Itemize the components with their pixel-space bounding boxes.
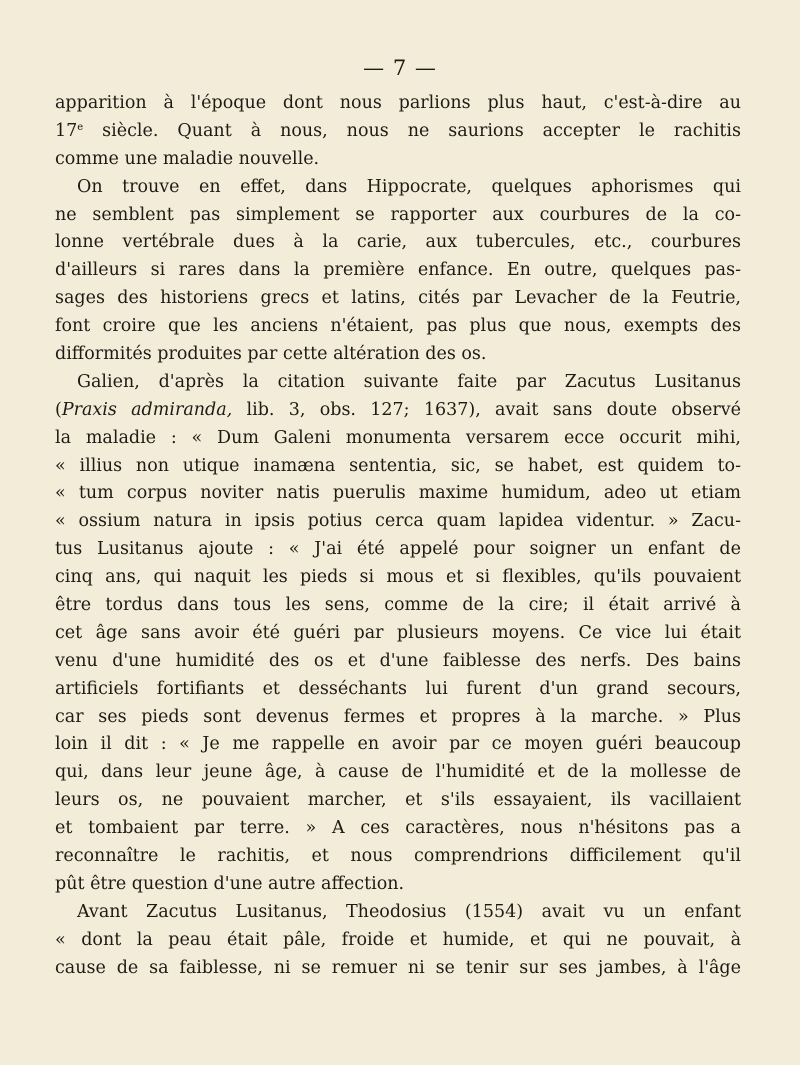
text-line [55,648,741,676]
line-text: « tum corpus noviter natis puerulis maxime humidum, adeo ut etiam [55,483,741,504]
line-text: reconnaître le rachitis, et nous comprendrions difficilement qu'il [55,846,741,867]
line-text: cause de sa faiblesse, ni se remuer ni se tenir sur ses jambes, à l'âge [55,957,741,978]
text-line [55,369,741,397]
page-number: — 7 — [363,56,437,80]
line-pre: 17 [55,120,78,141]
text-line [55,955,741,983]
text-line [55,620,741,648]
text-line [55,536,741,564]
text-line [55,704,741,732]
line-text: siècle. Quant à nous, nous ne saurions accepter le rachitis [83,120,741,141]
text-line [55,146,741,174]
text-line [55,815,741,843]
line-italic: Praxis admiranda, [61,399,233,420]
text-line [55,871,741,899]
text-line [55,202,741,230]
text-line [55,508,741,536]
text-line [55,229,741,257]
text-line [55,787,741,815]
line-text: font croire que les anciens n'étaient, pas plus que nous, exempts des [55,316,741,337]
text-line [55,285,741,313]
line-text: difformités produites par cette altération des os. [55,344,487,365]
line-text: cet âge sans avoir été guéri par plusieurs moyens. Ce vice lui était [55,622,741,643]
text-line [55,90,741,118]
line-text: « illius non utique inamæna sententia, sic, se habet, est quidem to- [55,455,741,476]
line-text: la maladie : « Dum Galeni monumenta versarem ecce occurit mihi, [55,427,741,448]
text-line [55,341,741,369]
line-open: ( [55,399,62,420]
line-text: tus Lusitanus ajoute : « J'ai été appelé pour soigner un enfant de [55,539,741,560]
line-sup: e [77,121,84,133]
text-line [55,425,741,453]
text-line [55,899,741,927]
line-text: artificiels fortifiants et desséchants lui furent d'un grand secours, [55,678,741,699]
line-text: lonne vertébrale dues à la carie, aux tubercules, etc., courbures [55,232,741,253]
line-text: pût être question d'une autre affection. [55,873,405,894]
line-text: venu d'une humidité des os et d'une faiblesse des nerfs. Des bains [55,650,741,671]
line-text: Avant Zacutus Lusitanus, Theodosius (1554) avait vu un enfant [77,901,741,922]
text-line [55,313,741,341]
line-text: sages des historiens grecs et latins, cités par Levacher de la Feutrie, [55,288,741,309]
line-text: cinq ans, qui naquit les pieds si mous et si flexibles, qu'ils pouvaient [55,567,741,588]
line-text: On trouve en effet, dans Hippocrate, quelques aphorismes qui [77,176,741,197]
text-line [55,453,741,481]
text-line [55,480,741,508]
line-text: être tordus dans tous les sens, comme de la cire; il était arrivé à [55,595,741,616]
text-line [55,174,741,202]
line-text: d'ailleurs si rares dans la première enfance. En outre, quelques pas- [55,260,741,281]
line-text: loin il dit : « Je me rappelle en avoir par ce moyen guéri beaucoup [55,734,741,755]
line-text: apparition à l'époque dont nous parlions plus haut, c'est-à-dire au [55,93,741,113]
text-line [55,676,741,704]
line-text: car ses pieds sont devenus fermes et propres à la marche. » Plus [55,706,741,727]
line-text: « dont la peau était pâle, froide et humide, et qui ne pouvait, à [55,929,741,950]
text-line [55,118,741,146]
text-line [55,731,741,759]
line-text: Galien, d'après la citation suivante faite par Zacutus Lusitanus [77,371,741,392]
text-line [55,759,741,787]
line-text: lib. 3, obs. 127; 1637), avait sans doute observé [232,399,741,420]
line-text: comme une maladie nouvelle. [55,148,320,169]
text-line [55,843,741,871]
line-text: leurs os, ne pouvaient marcher, et s'ils essayaient, ils vacillaient [55,790,741,811]
line-text: ne semblent pas simplement se rapporter aux courbures de la co- [55,204,741,225]
line-text: qui, dans leur jeune âge, à cause de l'humidité et de la mollesse de [55,762,741,783]
text-line [55,927,741,955]
line-text: « ossium natura in ipsis potius cerca quam lapidea videntur. » Zacu- [55,511,741,532]
text-line [55,397,741,425]
line-text: et tombaient par terre. » A ces caractères, nous n'hésitons pas a [55,818,741,839]
text-line [55,564,741,592]
text-line [55,257,741,285]
body-text [55,90,741,983]
text-line [55,592,741,620]
